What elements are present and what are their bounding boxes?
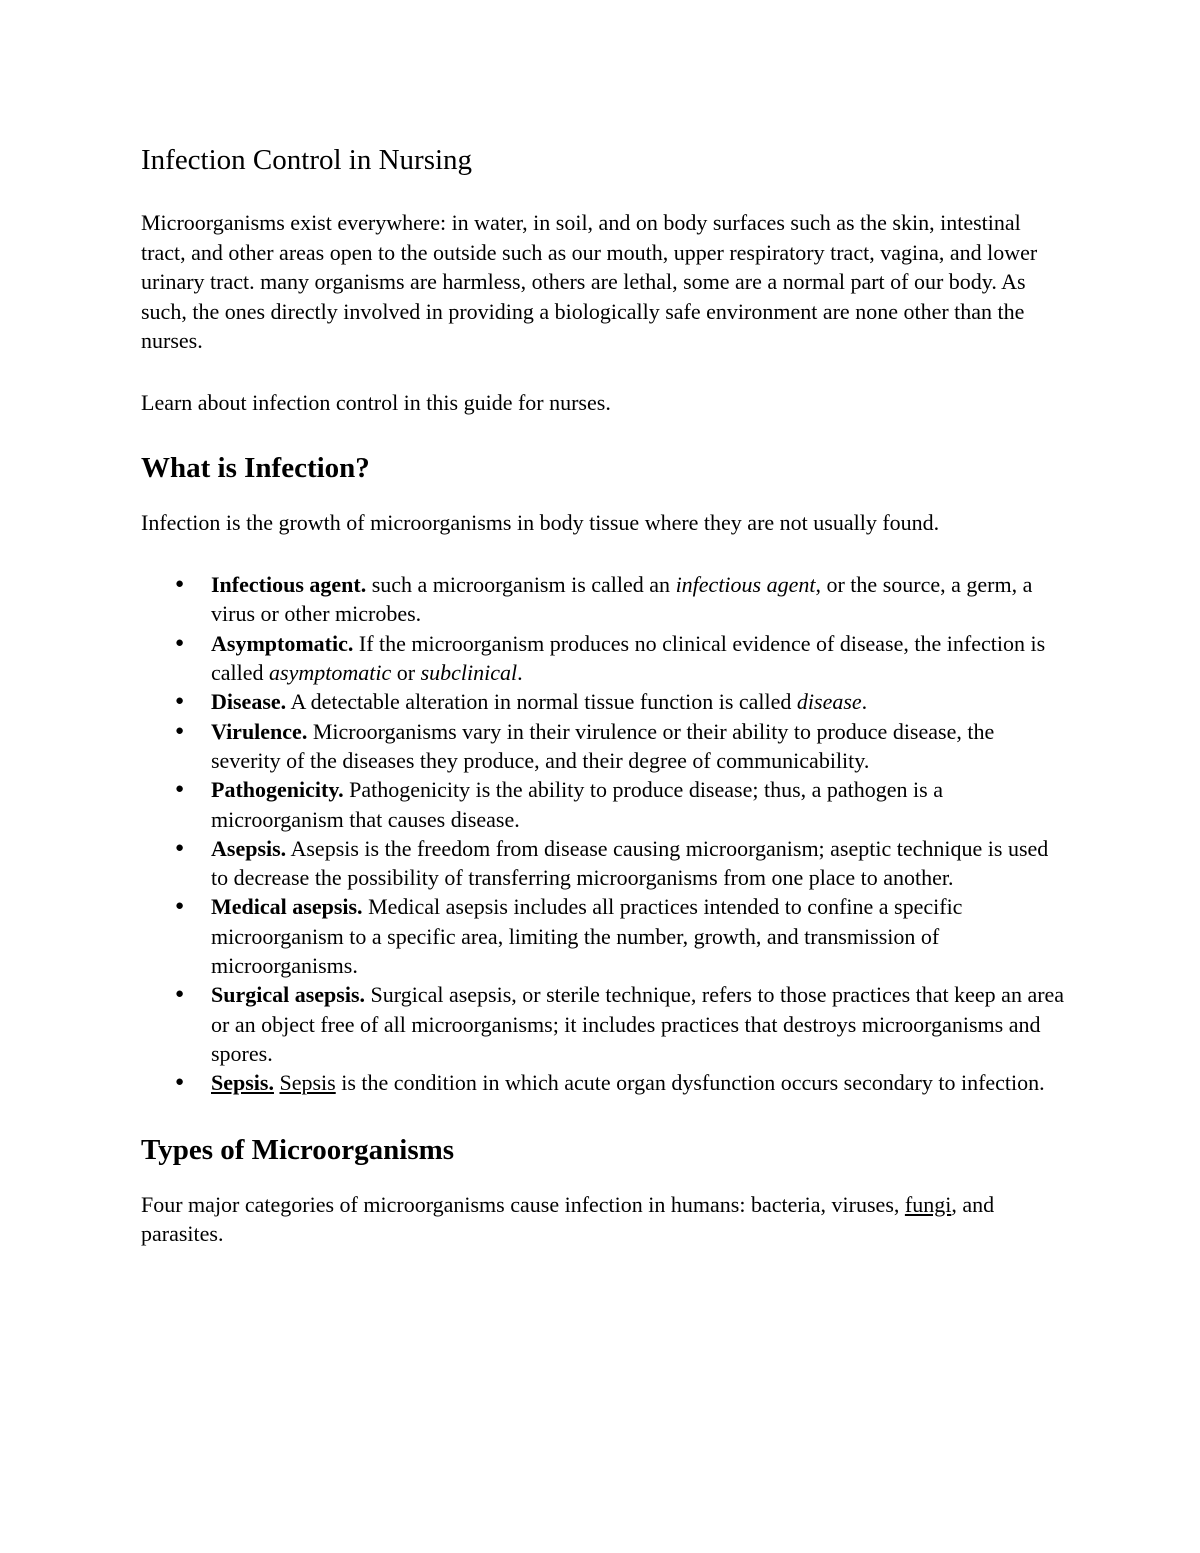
term-emphasis: asymptomatic — [269, 660, 392, 686]
term-emphasis: disease — [796, 689, 862, 715]
list-item-asepsis — [175, 834, 1066, 893]
intro-paragraph: Microorganisms exist everywhere: in water, in soil, and on body surfaces such as the skin, intestinal tract, and other areas open to the outside such as our mouth, upper respiratory tract, vagina, and lower urinary tract. many organisms are harmless, others are lethal, some are a normal part of our body. As such, the ones directly involved in providing a biologically safe environment are none other than the nurses. — [141, 210, 1038, 354]
term-label: Asepsis. — [211, 835, 287, 861]
term-text: is the condition in which acute organ dysfunction occurs secondary to infection. — [335, 1070, 1045, 1096]
bullet-icon: ● — [175, 693, 185, 710]
term-label: Medical asepsis. — [211, 894, 363, 920]
sepsis-term-link[interactable]: Sepsis. — [211, 1070, 274, 1096]
infection-definition: Infection is the growth of microorganisms in body tissue where they are not usually found. — [141, 509, 940, 535]
term-label: Virulence. — [211, 718, 308, 744]
term-label: Disease. — [211, 689, 287, 715]
bullet-icon: ● — [175, 839, 185, 856]
term-label: Surgical asepsis. — [211, 982, 366, 1008]
term-text: A detectable alteration in normal tissue function is called — [286, 689, 797, 715]
term-text: If the microorganism produces no clinical evidence of disease, the infection is called — [211, 630, 1046, 686]
bullet-icon: ● — [175, 1074, 185, 1091]
fungi-link[interactable]: fungi — [904, 1191, 952, 1217]
bullet-icon: ● — [175, 576, 185, 593]
term-text: Asepsis is the freedom from disease causing microorganism; aseptic technique is used to decrease the possibility of transferring microorganisms from one place to another. — [211, 835, 1049, 891]
term-text: Pathogenicity is the ability to produce disease; thus, a pathogen is a microorganism that causes disease. — [211, 777, 943, 832]
term-label: Infectious agent. — [211, 572, 367, 598]
term-text: or — [391, 660, 421, 686]
bullet-icon: ● — [175, 722, 185, 739]
term-text: Medical asepsis includes all practices intended to confine a specific microorganism to a specific area, limiting the number, growth, and transmission of microorganisms. — [211, 894, 963, 979]
section-heading-types-of-microorganisms: Types of Microorganisms — [141, 1133, 455, 1166]
bullet-icon: ● — [175, 781, 185, 798]
term-emphasis: infectious agent — [675, 572, 816, 598]
term-text: Microorganisms vary in their virulence or their ability to produce disease, the severity of the diseases they produce, and their degree of communicability. — [211, 718, 995, 773]
term-label: Asymptomatic. — [211, 630, 354, 656]
term-text: Surgical asepsis, or sterile technique, refers to those practices that keep an area or an object free of all microorganisms; it includes practices that destroys microorganisms and spores. — [211, 982, 1065, 1066]
term-label: Pathogenicity. — [211, 777, 344, 803]
bullet-icon: ● — [175, 986, 185, 1003]
section-heading-what-is-infection: What is Infection? — [141, 451, 370, 484]
list-item-sepsis — [175, 1068, 1066, 1097]
term-text: , or the source, a germ, a virus or other microbes. — [211, 572, 1033, 627]
list-item-surgical-asepsis — [175, 980, 1066, 1068]
term-text: . — [861, 689, 868, 715]
infection-terms-list — [141, 570, 1066, 1097]
term-text: such a microorganism is called an — [366, 572, 676, 598]
list-item-virulence — [175, 717, 1066, 776]
bullet-icon: ● — [175, 634, 185, 651]
paragraph-text: Four major categories of microorganisms cause infection in humans: bacteria, viruses, — [141, 1191, 905, 1217]
list-item-infectious-agent — [175, 570, 1066, 629]
microorganism-types-paragraph — [141, 1190, 1066, 1249]
bullet-icon: ● — [175, 898, 185, 915]
list-item-disease — [175, 687, 1066, 716]
document-title: Infection Control in Nursing — [141, 144, 473, 176]
sepsis-link[interactable]: Sepsis — [279, 1070, 336, 1096]
term-text: . — [517, 660, 523, 686]
term-emphasis: subclinical — [420, 660, 518, 686]
list-item-medical-asepsis — [175, 892, 1066, 980]
paragraph-text: , and parasites. — [141, 1191, 995, 1247]
document-page — [141, 140, 1066, 1249]
list-item-asymptomatic — [175, 629, 1066, 688]
list-item-pathogenicity — [175, 775, 1066, 834]
learn-paragraph: Learn about infection control in this guide for nurses. — [141, 389, 611, 415]
